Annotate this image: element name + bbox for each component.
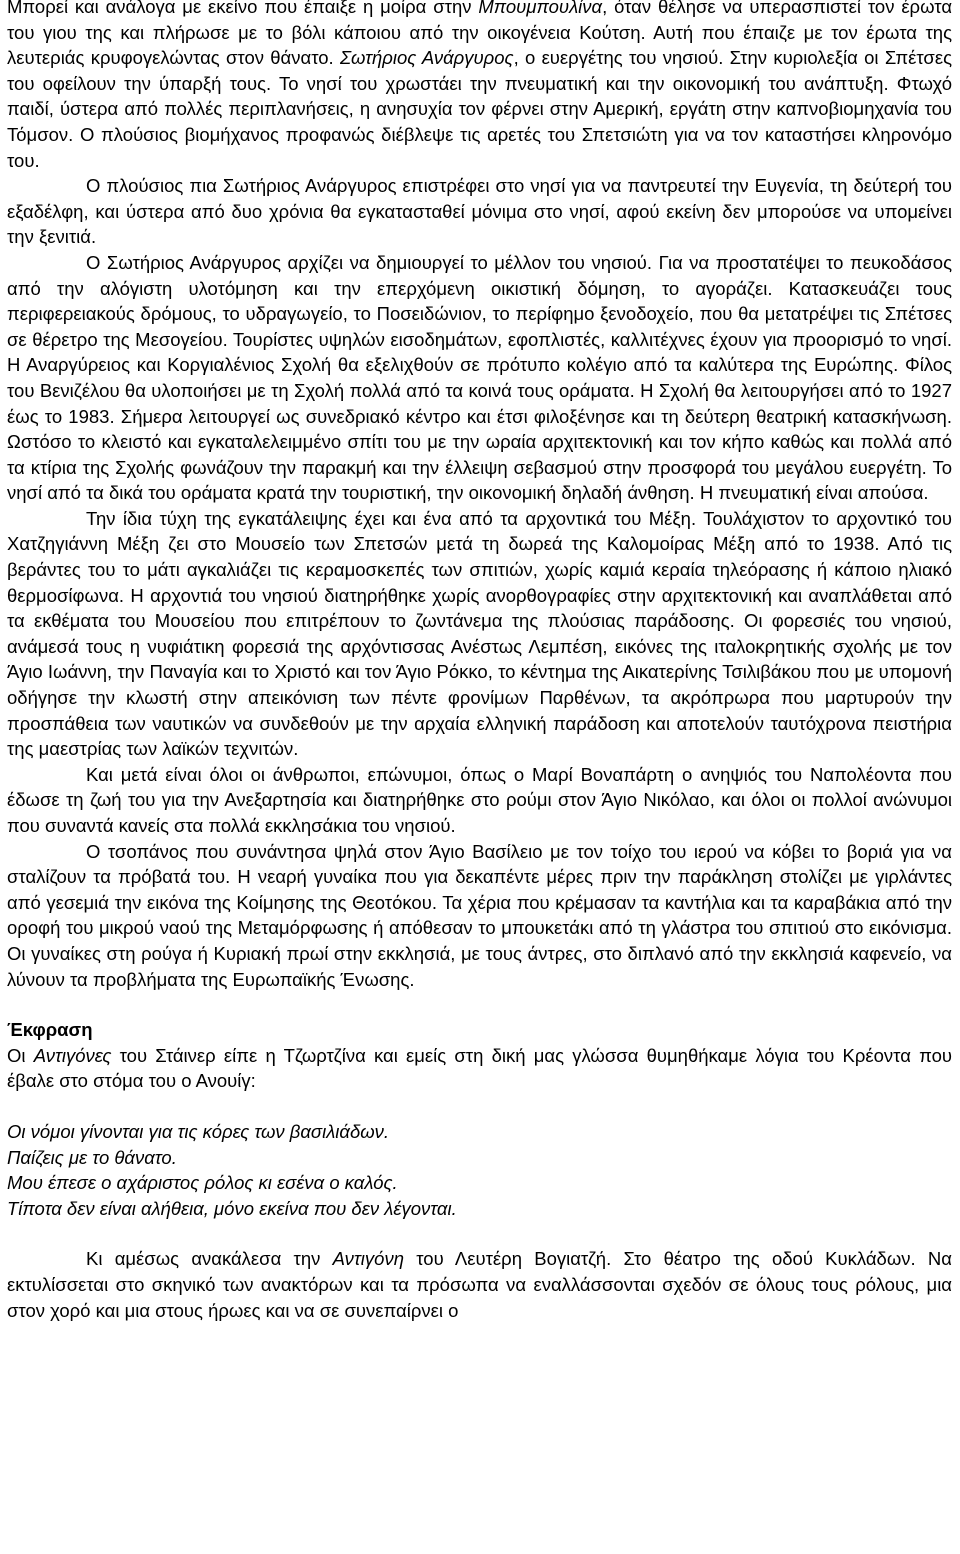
paragraph-1-text-c: , ο ευεργέτης του νησιού. Στην κυριολεξία οι Σπέτσες του οφείλουν την ύπαρξή τους. Το νησί του χρωστάει την πνευματική και την οικονομική του ανάπτυξη. Φτωχό παιδί, ύστερα από πολλές περιπλανήσεις, η ανησυχία τον φέρνει στην Αμερική, εργάτη στην καπνοβιομηχανία του Τόμσον. Ο πλούσιος βιομήχανος προφανώς διέβλεψε τις αρετές του Σπετσιώτη για να τον καταστήσει κληρονόμο του. bbox=[7, 47, 953, 171]
paragraph-1-text-b: , όταν θέλησε να υπερασπιστεί τον έρωτα του γιου της και πλήρωσε με το βόλι κάποιου από την οικογένεια Κούτση. Αυτή που έπαιζε με τον έρωτα της λευτεριάς κρυφογελώντας στον θάνατο. bbox=[7, 0, 953, 69]
paragraph-8 bbox=[7, 1246, 952, 1323]
paragraph-7-text-b: του Στάινερ είπε η Τζωρτζίνα και εμείς στη δική μας γλώσσα θυμηθήκαμε λόγια του Κρέοντα που έβαλε στο στόμα του ο Ανουίγ: bbox=[7, 1044, 952, 1092]
paragraph-8-text-a: Κι αμέσως ανακάλεσα την bbox=[86, 1248, 333, 1270]
emphasis-sotirios-anargyros: Σωτήριος Ανάργυρος bbox=[339, 47, 514, 69]
quote-line: Τίποτα δεν είναι αλήθεια, μόνο εκείνα που δεν λέγονται. bbox=[7, 1197, 457, 1219]
paragraph-7 bbox=[7, 1043, 952, 1094]
paragraph-5: Και μετά είναι όλοι οι άνθρωποι, επώνυμοι, όπως ο Μαρί Βοναπάρτη ο ανηψιός του Ναπολέοντα που έδωσε τη ζωή του για την Ανεξαρτησία και διατηρήθηκε στο ρούμι στον Άγιο Νικόλαο, και όλοι οι πολλοί ανώνυμοι που συναντά κανείς στα πολλά εκκλησάκια του νησιού. bbox=[7, 763, 952, 836]
paragraph-1 bbox=[7, 0, 952, 173]
paragraph-7-text-a: Οι bbox=[7, 1044, 34, 1066]
emphasis-boubouline: Μπουμπουλίνα bbox=[478, 0, 603, 17]
section-heading: Έκφραση bbox=[7, 1019, 93, 1041]
quote-line: Παίζεις με το θάνατο. bbox=[7, 1146, 177, 1168]
quote-line: Οι νόμοι γίνονται για τις κόρες των βασιλιάδων. bbox=[7, 1120, 390, 1142]
paragraph-1-text-a: Μπορεί και ανάλογα με εκείνο που έπαιξε η μοίρα στην bbox=[7, 0, 479, 17]
paragraph-3: Ο Σωτήριος Ανάργυρος αρχίζει να δημιουργεί το μέλλον του νησιού. Για να προστατέψει το πευκοδάσος από την αλόγιστη υλοτόμηση και την επερχόμενη οικιστική δόμηση, το αγοράζει. Κατασκευάζει τους περιφερειακούς δρόμους, το υδραγωγείο, το Ποσειδώνιον, το περίφημο ξενοδοχείο, που θα μετατρέψει τις Σπέτσες σε θέρετρο της Μεσογείου. Τουρίστες υψηλών εισοδημάτων, εφοπλιστές, καλλιτέχνες έχουν για προορισμό το νησί. Η Αναργύρειος και Κοργιαλένιος Σχολή θα εξελιχθούν σε πρότυπο κολέγιο από τα καλύτερα της Ευρώπης. Φίλος του Βενιζέλου θα υλοποιήσει με τη Σχολή πολλά από τα κοινά τους οράματα. Η Σχολή θα λειτουργήσει από το 1927 έως το 1983. Σήμερα λειτουργεί ως συνεδριακό κέντρο και έτσι φιλοξένησε και τη δεύτερη θεατρική κατασκήνωση. Ωστόσο το κλειστό και εγκαταλελειμμένο σπίτι του με την ωραία αρχιτεκτονική και τον κήπο καθώς και πολλά από τα κτίρια της Σχολής φωνάζουν την παρακμή και την έλλειψη σεβασμού στην προσφορά του μεγάλου ευεργέτη. Το νησί από τα δικά του οράματα κρατά την τουριστική, την οικονομική δηλαδή άνθηση. Η πνευματική είναι απούσα. bbox=[7, 251, 952, 504]
quote-line: Μου έπεσε ο αχάριστος ρόλος κι εσένα ο καλός. bbox=[7, 1172, 398, 1194]
paragraph-2: Ο πλούσιος πια Σωτήριος Ανάργυρος επιστρέφει στο νησί για να παντρευτεί την Ευγενία, τη δεύτερή του εξαδέλφη, και ύστερα από δυο χρόνια θα εγκατασταθεί μόνιμα στο νησί, αφού εκείνη δεν μπορούσε να υπομείνει την ξενιτιά. bbox=[7, 175, 952, 248]
emphasis-antigone: Αντιγόνη bbox=[332, 1248, 404, 1270]
paragraph-6: Ο τσοπάνος που συνάντησα ψηλά στον Άγιο Βασίλειο με τον τοίχο του ιερού να κόβει το βοριά για να σταλίζουν τα πρόβατά του. Η νεαρή γυναίκα που για δεκαπέντε μέρες πριν την παράκληση στολίζει με γιρλάντες από γεσεμιά την εικόνα της Κοίμησης της Θεοτόκου. Τα χέρια που κρέμασαν τα καντήλια και τα καραβάκια από την οροφή του μικρού ναού της Μεταμόρφωσης ή απόθεσαν το μπουκετάκι από τη γλάστρα του σπιτιού στο εικόνισμα. Οι γυναίκες στη ρούγα ή Κυριακή πρωί στην εκκλησιά, με τους άντρες, στο διπλανό από την εκκλησιά καφενείο, να λύνουν τα προβλήματα της Ευρωπαϊκής Ένωσης. bbox=[7, 840, 952, 990]
paragraph-8-text-b: του Λευτέρη Βογιατζή. Στο θέατρο της οδού Κυκλάδων. Να εκτυλίσσεται στο σκηνικό των ανακτόρων και τα πρόσωπα να εναλλάσσονται σχεδόν σε όλους τους ρόλους, μια στον χορό και μια στους ήρωες και να σε συνεπαίρνει ο bbox=[7, 1248, 952, 1321]
paragraph-4: Την ίδια τύχη της εγκατάλειψης έχει και ένα από τα αρχοντικά του Μέξη. Τουλάχιστον το αρχοντικό του Χατζηγιάννη Μέξη ζει στο Μουσείο των Σπετσών μετά τη δωρεά της Καλομοίρας Μέξη από το 1938. Από τις βεράντες του το μάτι αγκαλιάζει τις κεραμοσκεπές των σπιτιών, χωρίς καμιά κεραία τηλεόρασης ή κάποιο ηλιακό θερμοσίφωνα. Η αρχοντιά του νησιού διατηρήθηκε χωρίς ανορθογραφίες στην αρχιτεκτονική και αναπλάθεται από τα εκθέματα του Μουσείου που επιτρέπουν το ζωντάνεμα της πλούσιας παράδοσης. Οι φορεσιές του νησιού, ανάμεσά τους η νυφιάτικη φορεσιά της αρχόντισσας Ανέστως Λεμπέση, εικόνες της ιταλοκρητικής σχολής με τον Άγιο Ιωάννη, την Παναγία και το Χριστό και τον Άγιο Ρόκκο, το κέντημα της Αικατερίνης Τσιλιβάκου που με υπομονή οδήγησε την κλωστή στην απεικόνιση των πέντε φρονίμων Παρθένων, τα ακρόπρωρα που μαρτυρούν την προσπάθεια των ναυτικών να συνδεθούν με την αρχαία ελληνική παράδοση και αποτελούν ταυτόχρονα πειστήρια της μαεστρίας των λαϊκών τεχνιτών. bbox=[7, 507, 952, 760]
emphasis-antigones: Αντιγόνες bbox=[33, 1044, 112, 1066]
